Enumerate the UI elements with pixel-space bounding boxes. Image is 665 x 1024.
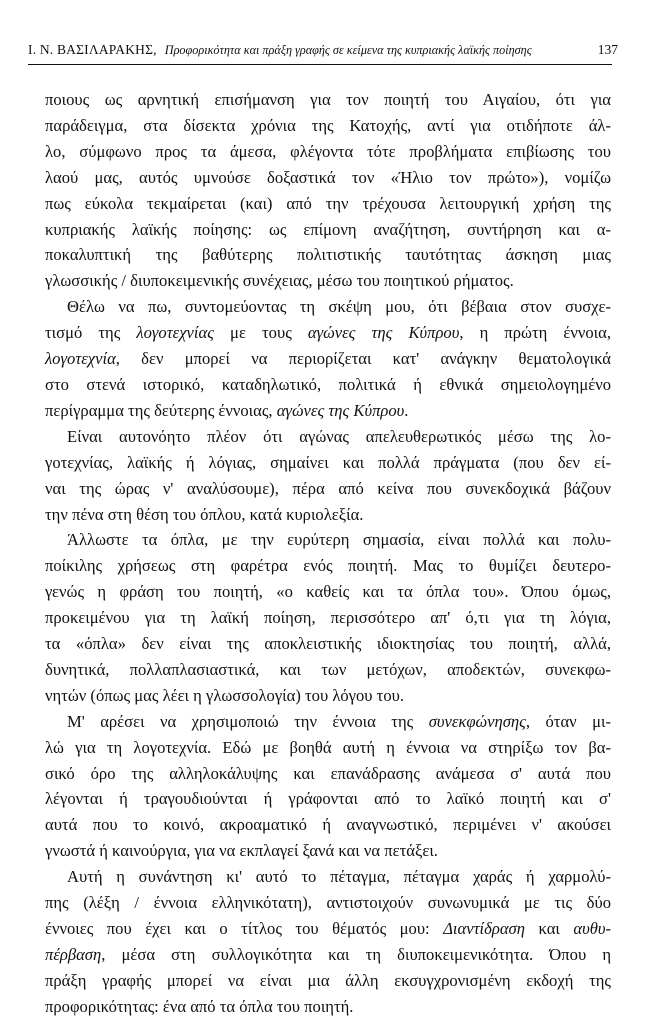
text-line: Αυτή η συνάντηση κι' αυτό το πέταγμα, πέταγμα χαράς ή χαρμολύ-	[67, 867, 611, 887]
text-line: Μ' αρέσει να χρησιμοποιώ την έννοια της συνεκφώνησης, όταν μι-	[67, 711, 611, 731]
paragraph	[45, 87, 611, 294]
paragraph	[45, 709, 611, 864]
text-line: τισμό της λογοτεχνίας με τους αγώνες της Κύπρου, η πρώτη έννοια,	[45, 323, 611, 343]
text-line: ναι της ώρας ν' αναλύσουμε), πέρα από κείνα που συνεκδοχικά βάζουν	[45, 478, 611, 498]
text-line: λαού μας, αυτός υμνούσε δοξαστικά τον «Ήλιο τον πρώτο»), νομίζω	[45, 167, 611, 187]
text-line: παράδειγμα, στα δίσεκτα χρόνια της Κατοχής, αντί για οτιδήποτε άλ-	[45, 115, 611, 135]
body-text	[45, 87, 611, 1020]
header-rule	[28, 64, 612, 65]
italic-term: λογοτεχνία	[45, 349, 116, 369]
text-line: Θέλω να πω, συντομεύοντας τη σκέψη μου, ότι βέβαια στον συσχε-	[67, 297, 611, 317]
text-line: σικό όρο της αλληλοκάλυψης και επανάδρασης ανάμεσα σ' αυτά που	[45, 763, 611, 783]
text-line: ποίκιλης χρήσεως στη φαρέτρα ενός ποιητή. Μας το θυμίζει δευτερο-	[45, 556, 611, 576]
text-line: στο στενά ιστορικό, καταδηλωτικό, πολιτικά ή εθνικά σημειολογημένο	[45, 374, 611, 394]
italic-term: Διαντίδραση	[443, 919, 525, 938]
page-number: 137	[597, 42, 618, 57]
text-line: Άλλωστε τα όπλα, με την ευρύτερη σημασία, είναι πολλά και πολυ-	[67, 530, 611, 550]
italic-term: αγώνες της Κύπρου	[276, 400, 405, 420]
text-line: πως εύκολα τεκμαίρεται (και) από την τρέχουσα λειτουργική χρήση της	[45, 193, 611, 213]
text-line: τα «όπλα» δεν είναι της αποκλειστικής ιδιοκτησίας του ποιητή, αλλά,	[45, 634, 611, 654]
text-line: πης (λέξη / έννοια ελληνικότατη), αντιστοιχούν συνωνυμικά με τις δύο	[45, 893, 611, 913]
running-header	[28, 42, 618, 58]
italic-term: συνεκφώνησης	[428, 711, 526, 731]
text-line: λέγονται ή τραγουδιούνται ή γράφονται από το λαϊκό ποιητή και σ'	[45, 789, 611, 809]
text-line: προκειμένου για τη λαϊκή ποίηση, περισσότερο απ' ό,τι για τη λόγια,	[45, 608, 611, 628]
text-line: ποκαλυπτική της βαθύτερης πολιτιστικής ταυτότητας άσκηση μιας	[45, 245, 611, 265]
italic-term: πέρβαση	[45, 944, 102, 964]
text-line: Είναι αυτονόητο πλέον ότι αγώνας απελευθερωτικός μέσω της λο-	[67, 426, 611, 446]
text-line: την πένα στη θέση του όπλου, κατά κυριολεξία.	[45, 504, 364, 524]
text-line: κυπριακής λαϊκής ποίησης: ως επίμονη αναζήτηση, συντήρηση και α-	[45, 219, 611, 239]
text-line: ποιους ως αρνητική επισήμανση για τον ποιητή του Αιγαίου, ότι για	[45, 90, 611, 109]
text-line: πράξη γραφής μπορεί να είναι μια άλλη εκσυγχρονισμένη εκδοχή της	[45, 970, 611, 990]
text-line: έννοιες που έχει και ο τίτλος του θέματός μου: Διαντίδραση και αυθυ-	[45, 919, 611, 938]
text-line: νητών (όπως μας λέει η γλωσσολογία) του λόγου του.	[45, 685, 404, 705]
text-line: γοτεχνίας, λαϊκής ή λόγιας, σημαίνει και πολλά πράγματα (που δεν εί-	[45, 452, 611, 472]
text-line: πέρβαση, μέσα στη συλλογικότητα και τη διυποκειμενικότητα. Όπου η	[45, 944, 611, 964]
header-author: Ι. Ν. ΒΑΣΙΛΑΡΑΚΗΣ,	[28, 42, 157, 57]
italic-term: αγώνες της Κύπρου	[307, 323, 460, 343]
paragraph	[45, 294, 611, 424]
text-line: λογοτεχνία, δεν μπορεί να περιορίζεται κατ' ανάγκην θεματολογικά	[45, 349, 611, 369]
paragraph	[45, 864, 611, 1019]
text-line: λο, σύμφωνο προς τα άμεσα, φλέγοντα τότε προβλήματα επιβίωσης του	[45, 141, 611, 161]
text-line: αυτά που το κοινό, ακροαματικό ή αναγνωστικό, περιμένει ν' ακούσει	[45, 815, 611, 835]
paragraph	[45, 424, 611, 528]
text-line: δυνητικά, πολλαπλασιαστικά, και των μετόχων, αποδεκτών, συνεκφω-	[45, 659, 611, 679]
text-line: περίγραμμα της δεύτερης έννοιας, αγώνες της Κύπρου.	[45, 400, 409, 420]
text-line: προφορικότητας: ένα από τα όπλα του ποιητή.	[45, 996, 354, 1016]
text-line: γνωστά ή καινούργια, για να εκπλαγεί ξανά και να πετάξει.	[45, 841, 438, 861]
italic-term: λογοτεχνίας	[136, 323, 214, 343]
text-line: λώ για τη λογοτεχνία. Εδώ με βοηθά αυτή η έννοια να στηρίξω τον βα-	[45, 737, 611, 757]
paragraph	[45, 527, 611, 708]
header-title: Προφορικότητα και πράξη γραφής σε κείμενα της κυπριακής λαϊκής ποίησης	[164, 43, 532, 57]
text-line: γλωσσικής / διυποκειμενικής συνέχειας, μέσω του ποιητικού ρήματος.	[45, 271, 514, 291]
italic-term: αυθυ-	[573, 919, 611, 938]
text-line: γενώς η φράση του ποιητή, «ο καθείς και τα όπλα του». Όπου όμως,	[45, 582, 611, 602]
